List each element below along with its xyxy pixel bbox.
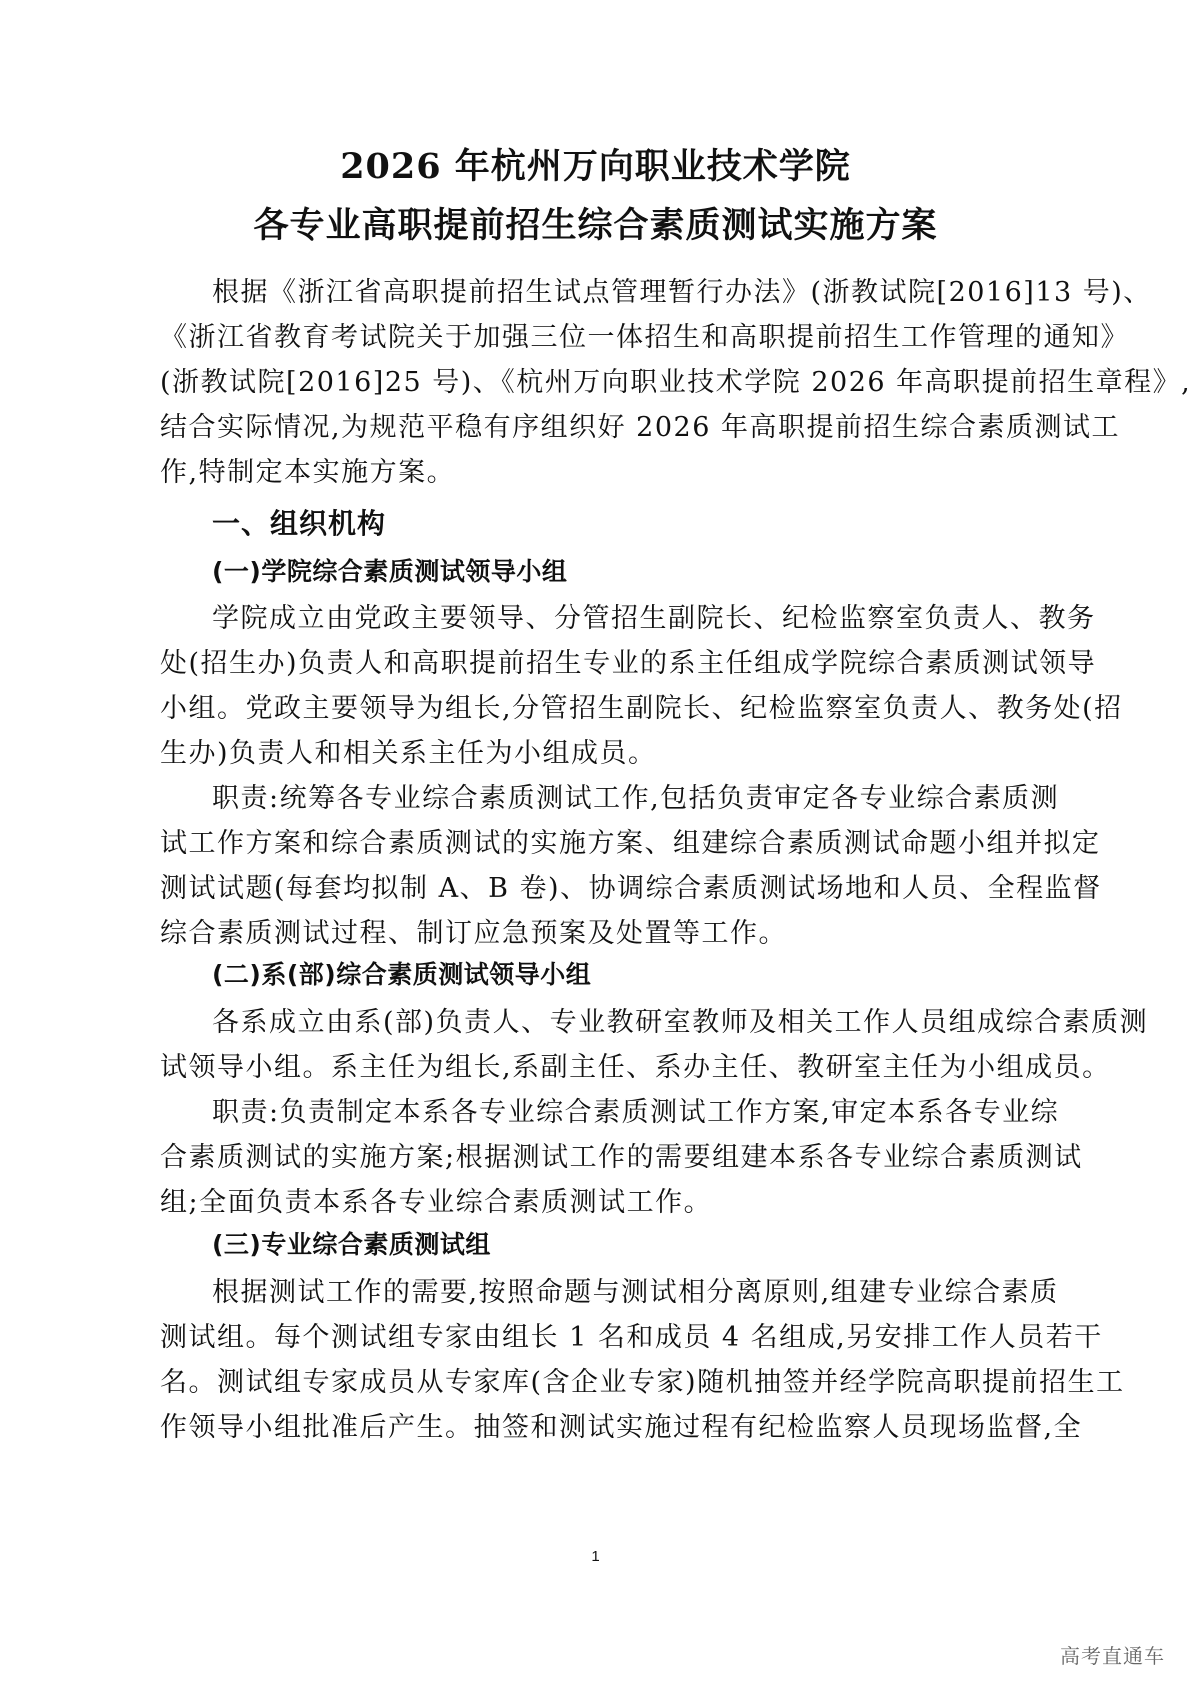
paragraph-line: 职责:统筹各专业综合素质测试工作,包括负责审定各专业综合素质测 — [212, 783, 1060, 814]
paragraph-line: 名。测试组专家成员从专家库(含企业专家)随机抽签并经学院高职提前招生工 — [160, 1367, 1125, 1398]
document-title-line2: 各专业高职提前招生综合素质测试实施方案 — [253, 205, 938, 246]
page-number: 1 — [591, 1548, 600, 1565]
subsection-heading: (二)系(部)综合素质测试领导小组 — [212, 960, 592, 989]
subsection-heading: (三)专业综合素质测试组 — [212, 1230, 491, 1259]
section-heading: 一、组织机构 — [212, 507, 387, 540]
intro-line: 结合实际情况,为规范平稳有序组织好 2026 年高职提前招生综合素质测试工 — [160, 412, 1120, 443]
paragraph-line: 生办)负责人和相关系主任为小组成员。 — [160, 738, 657, 769]
paragraph-line: 处(招生办)负责人和高职提前招生专业的系主任组成学院综合素质测试领导 — [160, 648, 1097, 679]
paragraph-line: 试领导小组。系主任为组长,系副主任、系办主任、教研室主任为小组成员。 — [160, 1052, 1111, 1083]
paragraph-line: 测试试题(每套均拟制 A、B 卷)、协调综合素质测试场地和人员、全程监督 — [160, 873, 1102, 904]
paragraph-line: 职责:负责制定本系各专业综合素质测试工作方案,审定本系各专业综 — [212, 1097, 1060, 1128]
paragraph-line: 组;全面负责本系各专业综合素质测试工作。 — [160, 1187, 713, 1218]
watermark: 高考直通车 — [1060, 1644, 1165, 1668]
paragraph-line: 测试组。每个测试组专家由组长 1 名和成员 4 名组成,另安排工作人员若干 — [160, 1322, 1103, 1353]
intro-line: 《浙江省教育考试院关于加强三位一体招生和高职提前招生工作管理的通知》 — [160, 322, 1129, 353]
intro-line: 作,特制定本实施方案。 — [160, 457, 456, 488]
document-title-line1: 2026 年杭州万向职业技术学院 — [340, 146, 851, 187]
paragraph-line: 小组。党政主要领导为组长,分管招生副院长、纪检监察室负责人、教务处(招 — [160, 693, 1123, 724]
paragraph-line: 作领导小组批准后产生。抽签和测试实施过程有纪检监察人员现场监督,全 — [160, 1412, 1083, 1443]
paragraph-line: 试工作方案和综合素质测试的实施方案、组建综合素质测试命题小组并拟定 — [160, 828, 1101, 859]
paragraph-line: 各系成立由系(部)负责人、专业教研室教师及相关工作人员组成综合素质测 — [212, 1007, 1149, 1038]
paragraph-line: 根据测试工作的需要,按照命题与测试相分离原则,组建专业综合素质 — [212, 1277, 1059, 1308]
intro-line: 根据《浙江省高职提前招生试点管理暂行办法》(浙教试院[2016]13 号)、 — [212, 277, 1152, 308]
paragraph-line: 学院成立由党政主要领导、分管招生副院长、纪检监察室负责人、教务 — [212, 603, 1096, 634]
paragraph-line: 综合素质测试过程、制订应急预案及处置等工作。 — [160, 918, 787, 949]
intro-line: (浙教试院[2016]25 号)、《杭州万向职业技术学院 2026 年高职提前招生章程》, — [160, 367, 1191, 398]
paragraph-line: 合素质测试的实施方案;根据测试工作的需要组建本系各专业综合素质测试 — [160, 1142, 1083, 1173]
subsection-heading: (一)学院综合素质测试领导小组 — [212, 557, 568, 586]
